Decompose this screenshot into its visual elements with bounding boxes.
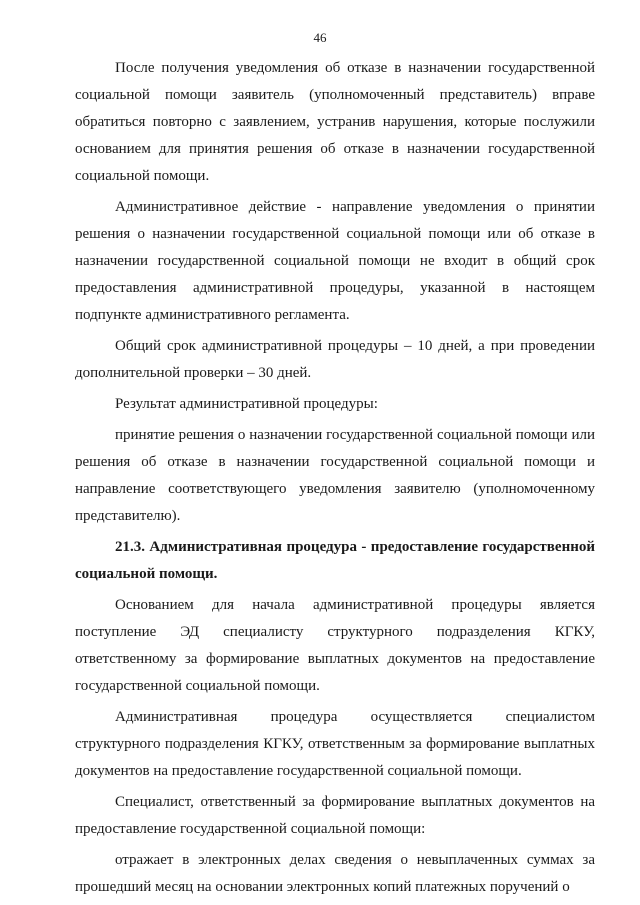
paragraph-result-decision: принятие решения о назначении государственной социальной помощи или решения об отказе в назначении государственной социальной помощи и направление соответствующего уведомления заявителю (уполномоченному представителю).: [75, 427, 595, 524]
paragraph-total-term: Общий срок административной процедуры – 10 дней, а при проведении дополнительной проверки – 30 дней.: [75, 338, 595, 381]
paragraph-reapplication: После получения уведомления об отказе в назначении государственной социальной помощи заявитель (уполномоченный представитель) вправе обратиться повторно с заявлением, устранив нарушения, которые послужили основанием для принятия решения об отказе в назначении государственной социальной помощи.: [75, 60, 595, 184]
document-body: [75, 55, 595, 905]
paragraph-result-label: Результат административной процедуры:: [115, 396, 378, 412]
paragraph-specialist: Специалист, ответственный за формирование выплатных документов на предоставление государственной социальной помощи:: [75, 794, 595, 837]
paragraph-basis: Основанием для начала административной процедуры является поступление ЭД специалисту структурного подразделения КГКУ, ответственному за формирование выплатных документов на предоставление государственной социальной помощи.: [75, 597, 595, 694]
section-heading-21-3: 21.3. Административная процедура - предоставление государственной социальной помощи.: [75, 539, 595, 582]
paragraph-notification-action: Административное действие - направление уведомления о принятии решения о назначении государственной социальной помощи или об отказе в назначении государственной социальной помощи не входит в общий срок предоставления административной процедуры, указанной в настоящем подпункте административного регламента.: [75, 199, 595, 323]
paragraph-executor: Административная процедура осуществляется специалистом структурного подразделения КГКУ, ответственным за формирование выплатных документов на предоставление государственной социальной помощи.: [75, 709, 595, 779]
page-number: 46: [313, 30, 327, 45]
paragraph-reflects: отражает в электронных делах сведения о невыплаченных суммах за прошедший месяц на основании электронных копий платежных поручений о: [75, 852, 595, 895]
